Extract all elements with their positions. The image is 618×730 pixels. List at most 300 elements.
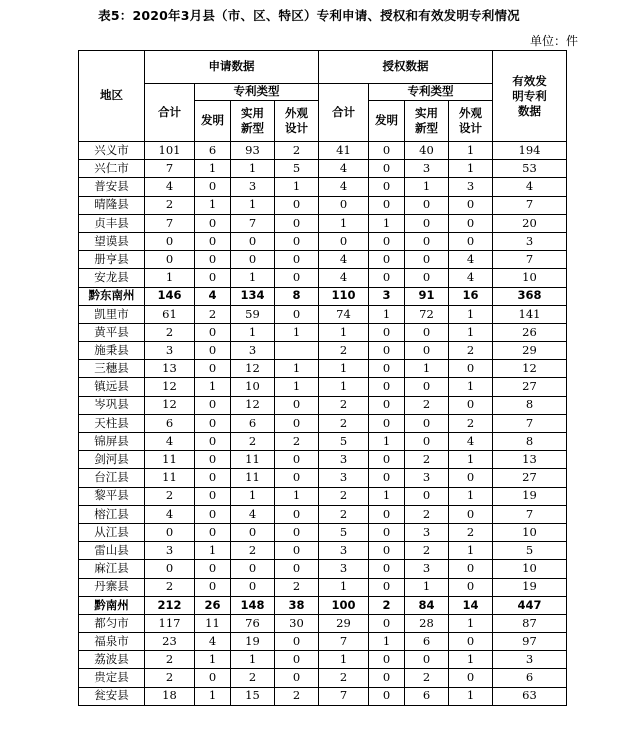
application-design-cell: 0 xyxy=(275,542,319,560)
grant-utility-cell: 0 xyxy=(405,378,449,396)
application-design-cell: 30 xyxy=(275,614,319,632)
application-design-cell: 0 xyxy=(275,305,319,323)
application-invention-cell: 0 xyxy=(195,251,231,269)
application-total-cell: 12 xyxy=(145,378,195,396)
grant-design-cell: 14 xyxy=(449,596,493,614)
region-cell: 福泉市 xyxy=(79,633,145,651)
valid-invention-cell: 7 xyxy=(493,414,567,432)
table-row xyxy=(79,378,567,396)
application-utility-cell: 12 xyxy=(231,396,275,414)
table-body xyxy=(79,142,567,706)
application-design-cell: 2 xyxy=(275,433,319,451)
region-cell: 瓮安县 xyxy=(79,687,145,705)
application-design-header: 外观设计 xyxy=(275,101,319,142)
grant-design-cell: 1 xyxy=(449,542,493,560)
region-cell: 施秉县 xyxy=(79,342,145,360)
grant-design-cell: 1 xyxy=(449,305,493,323)
grant-invention-cell: 0 xyxy=(369,396,405,414)
application-total-cell: 7 xyxy=(145,214,195,232)
application-invention-header: 发明 xyxy=(195,101,231,142)
application-total-cell: 212 xyxy=(145,596,195,614)
table-row xyxy=(79,214,567,232)
grant-invention-cell: 1 xyxy=(369,305,405,323)
region-cell: 麻江县 xyxy=(79,560,145,578)
application-design-cell: 0 xyxy=(275,269,319,287)
grant-design-cell: 4 xyxy=(449,251,493,269)
region-cell: 贞丰县 xyxy=(79,214,145,232)
region-cell: 镇远县 xyxy=(79,378,145,396)
region-cell: 晴隆县 xyxy=(79,196,145,214)
grant-utility-cell: 0 xyxy=(405,414,449,432)
application-design-cell: 0 xyxy=(275,196,319,214)
grant-utility-cell: 0 xyxy=(405,269,449,287)
grant-invention-cell: 0 xyxy=(369,160,405,178)
application-utility-cell: 2 xyxy=(231,669,275,687)
region-cell: 黔东南州 xyxy=(79,287,145,305)
application-utility-cell: 15 xyxy=(231,687,275,705)
valid-invention-cell: 7 xyxy=(493,251,567,269)
application-invention-cell: 0 xyxy=(195,360,231,378)
application-utility-cell: 3 xyxy=(231,178,275,196)
table-row xyxy=(79,542,567,560)
application-invention-cell: 0 xyxy=(195,487,231,505)
application-total-cell: 1 xyxy=(145,269,195,287)
grant-utility-cell: 0 xyxy=(405,214,449,232)
application-invention-cell: 0 xyxy=(195,323,231,341)
grant-invention-cell: 0 xyxy=(369,469,405,487)
valid-invention-cell: 19 xyxy=(493,578,567,596)
application-utility-cell: 1 xyxy=(231,269,275,287)
grant-total-cell: 0 xyxy=(319,232,369,250)
grant-design-cell: 0 xyxy=(449,469,493,487)
grant-invention-cell: 0 xyxy=(369,451,405,469)
valid-invention-cell: 368 xyxy=(493,287,567,305)
application-utility-cell: 3 xyxy=(231,342,275,360)
application-design-cell: 0 xyxy=(275,396,319,414)
application-invention-cell: 0 xyxy=(195,414,231,432)
grant-design-cell: 4 xyxy=(449,433,493,451)
grant-type-header: 专利类型 xyxy=(369,84,493,101)
application-invention-cell: 1 xyxy=(195,196,231,214)
grant-design-cell: 1 xyxy=(449,687,493,705)
application-total-header: 合计 xyxy=(145,84,195,142)
application-invention-cell: 0 xyxy=(195,578,231,596)
valid-invention-cell: 4 xyxy=(493,178,567,196)
application-invention-cell: 0 xyxy=(195,505,231,523)
grant-invention-cell: 0 xyxy=(369,687,405,705)
grant-invention-cell: 0 xyxy=(369,523,405,541)
table-row xyxy=(79,523,567,541)
valid-invention-cell: 8 xyxy=(493,396,567,414)
grant-design-cell: 0 xyxy=(449,360,493,378)
valid-invention-cell: 10 xyxy=(493,560,567,578)
application-design-cell: 0 xyxy=(275,560,319,578)
region-cell: 剑河县 xyxy=(79,451,145,469)
application-design-cell: 8 xyxy=(275,287,319,305)
valid-invention-cell: 194 xyxy=(493,142,567,160)
application-utility-cell: 0 xyxy=(231,578,275,596)
application-total-cell: 0 xyxy=(145,251,195,269)
grant-total-cell: 2 xyxy=(319,396,369,414)
grant-invention-header: 发明 xyxy=(369,101,405,142)
table-row xyxy=(79,160,567,178)
application-invention-cell: 0 xyxy=(195,560,231,578)
application-total-cell: 12 xyxy=(145,396,195,414)
table-row xyxy=(79,451,567,469)
application-total-cell: 6 xyxy=(145,414,195,432)
grant-invention-cell: 1 xyxy=(369,214,405,232)
region-cell: 天柱县 xyxy=(79,414,145,432)
grant-utility-cell: 0 xyxy=(405,323,449,341)
table-row xyxy=(79,269,567,287)
grant-invention-cell: 0 xyxy=(369,505,405,523)
valid-invention-cell: 8 xyxy=(493,433,567,451)
application-total-cell: 2 xyxy=(145,196,195,214)
valid-invention-cell: 10 xyxy=(493,269,567,287)
application-utility-cell: 12 xyxy=(231,360,275,378)
table-row xyxy=(79,669,567,687)
application-utility-cell: 2 xyxy=(231,542,275,560)
application-invention-cell: 0 xyxy=(195,342,231,360)
application-utility-cell: 134 xyxy=(231,287,275,305)
table-row xyxy=(79,305,567,323)
table-row xyxy=(79,433,567,451)
grant-total-cell: 5 xyxy=(319,523,369,541)
grant-invention-cell: 0 xyxy=(369,323,405,341)
application-utility-cell: 11 xyxy=(231,469,275,487)
application-total-cell: 3 xyxy=(145,542,195,560)
application-design-cell: 1 xyxy=(275,323,319,341)
grant-utility-cell: 6 xyxy=(405,633,449,651)
grant-invention-cell: 1 xyxy=(369,433,405,451)
grant-design-cell: 1 xyxy=(449,487,493,505)
grant-design-cell: 1 xyxy=(449,160,493,178)
grant-invention-cell: 0 xyxy=(369,651,405,669)
valid-invention-cell: 53 xyxy=(493,160,567,178)
application-design-cell: 1 xyxy=(275,178,319,196)
grant-invention-cell: 0 xyxy=(369,342,405,360)
application-design-cell: 2 xyxy=(275,687,319,705)
grant-total-cell: 4 xyxy=(319,160,369,178)
grant-invention-cell: 1 xyxy=(369,633,405,651)
grant-utility-cell: 6 xyxy=(405,687,449,705)
grant-total-cell: 2 xyxy=(319,669,369,687)
application-invention-cell: 0 xyxy=(195,469,231,487)
region-cell: 普安县 xyxy=(79,178,145,196)
application-invention-cell: 0 xyxy=(195,214,231,232)
region-cell: 锦屏县 xyxy=(79,433,145,451)
grant-utility-cell: 2 xyxy=(405,451,449,469)
application-total-cell: 11 xyxy=(145,451,195,469)
application-invention-cell: 11 xyxy=(195,614,231,632)
region-cell: 岑巩县 xyxy=(79,396,145,414)
application-utility-cell: 1 xyxy=(231,196,275,214)
application-design-cell: 1 xyxy=(275,378,319,396)
application-total-cell: 0 xyxy=(145,560,195,578)
application-total-cell: 4 xyxy=(145,505,195,523)
application-utility-cell: 0 xyxy=(231,232,275,250)
table-row xyxy=(79,487,567,505)
application-utility-cell: 1 xyxy=(231,323,275,341)
subtotal-row xyxy=(79,596,567,614)
application-invention-cell: 1 xyxy=(195,160,231,178)
grant-design-cell: 0 xyxy=(449,505,493,523)
region-cell: 贵定县 xyxy=(79,669,145,687)
grant-utility-cell: 84 xyxy=(405,596,449,614)
application-total-cell: 18 xyxy=(145,687,195,705)
application-utility-cell: 0 xyxy=(231,251,275,269)
grant-utility-cell: 1 xyxy=(405,578,449,596)
grant-total-cell: 2 xyxy=(319,505,369,523)
grant-invention-cell: 0 xyxy=(369,232,405,250)
valid-invention-cell: 29 xyxy=(493,342,567,360)
grant-utility-cell: 0 xyxy=(405,487,449,505)
valid-invention-cell: 10 xyxy=(493,523,567,541)
grant-design-cell: 0 xyxy=(449,560,493,578)
grant-total-cell: 1 xyxy=(319,578,369,596)
application-total-cell: 2 xyxy=(145,487,195,505)
grant-total-cell: 3 xyxy=(319,469,369,487)
application-design-cell: 0 xyxy=(275,651,319,669)
application-utility-header: 实用新型 xyxy=(231,101,275,142)
grant-total-cell: 2 xyxy=(319,487,369,505)
subtotal-row xyxy=(79,287,567,305)
valid-invention-cell: 447 xyxy=(493,596,567,614)
application-utility-cell: 2 xyxy=(231,433,275,451)
unit-label: 单位：件 xyxy=(529,34,578,48)
region-cell: 丹寨县 xyxy=(79,578,145,596)
application-design-cell: 38 xyxy=(275,596,319,614)
grant-utility-cell: 91 xyxy=(405,287,449,305)
grant-utility-cell: 3 xyxy=(405,560,449,578)
region-cell: 从江县 xyxy=(79,523,145,541)
application-total-cell: 3 xyxy=(145,342,195,360)
grant-total-cell: 100 xyxy=(319,596,369,614)
grant-total-cell: 29 xyxy=(319,614,369,632)
application-invention-cell: 4 xyxy=(195,633,231,651)
grant-invention-cell: 0 xyxy=(369,542,405,560)
application-design-cell: 0 xyxy=(275,633,319,651)
grant-design-cell: 1 xyxy=(449,451,493,469)
grant-design-header: 外观设计 xyxy=(449,101,493,142)
grant-total-header: 合计 xyxy=(319,84,369,142)
application-header: 申请数据 xyxy=(145,51,319,84)
grant-design-cell: 2 xyxy=(449,414,493,432)
application-utility-cell: 1 xyxy=(231,651,275,669)
table-row xyxy=(79,396,567,414)
application-utility-cell: 1 xyxy=(231,487,275,505)
grant-header: 授权数据 xyxy=(319,51,493,84)
application-utility-cell: 148 xyxy=(231,596,275,614)
valid-invention-cell: 6 xyxy=(493,669,567,687)
region-cell: 黎平县 xyxy=(79,487,145,505)
grant-design-cell: 0 xyxy=(449,578,493,596)
application-invention-cell: 26 xyxy=(195,596,231,614)
application-invention-cell: 1 xyxy=(195,687,231,705)
application-design-cell: 2 xyxy=(275,578,319,596)
application-design-cell xyxy=(275,342,319,360)
table-row xyxy=(79,142,567,160)
grant-invention-cell: 0 xyxy=(369,560,405,578)
grant-utility-cell: 40 xyxy=(405,142,449,160)
application-total-cell: 4 xyxy=(145,433,195,451)
grant-utility-cell: 0 xyxy=(405,651,449,669)
region-cell: 安龙县 xyxy=(79,269,145,287)
region-cell: 三穗县 xyxy=(79,360,145,378)
region-cell: 黄平县 xyxy=(79,323,145,341)
application-utility-cell: 19 xyxy=(231,633,275,651)
application-type-header: 专利类型 xyxy=(195,84,319,101)
application-invention-cell: 0 xyxy=(195,178,231,196)
grant-invention-cell: 0 xyxy=(369,269,405,287)
grant-utility-cell: 3 xyxy=(405,469,449,487)
grant-design-cell: 2 xyxy=(449,342,493,360)
grant-utility-cell: 0 xyxy=(405,251,449,269)
grant-total-cell: 3 xyxy=(319,451,369,469)
grant-design-cell: 1 xyxy=(449,323,493,341)
valid-invention-cell: 12 xyxy=(493,360,567,378)
application-utility-cell: 4 xyxy=(231,505,275,523)
region-cell: 台江县 xyxy=(79,469,145,487)
application-utility-cell: 0 xyxy=(231,560,275,578)
table-row xyxy=(79,505,567,523)
application-invention-cell: 1 xyxy=(195,651,231,669)
table-title: 表5：2020年3月县（市、区、特区）专利申请、授权和有效发明专利情况 xyxy=(98,8,520,23)
application-utility-cell: 76 xyxy=(231,614,275,632)
grant-design-cell: 4 xyxy=(449,269,493,287)
table-row xyxy=(79,633,567,651)
table-row xyxy=(79,196,567,214)
region-cell: 凯里市 xyxy=(79,305,145,323)
application-utility-cell: 10 xyxy=(231,378,275,396)
grant-utility-cell: 2 xyxy=(405,396,449,414)
grant-utility-cell: 1 xyxy=(405,178,449,196)
region-cell: 雷山县 xyxy=(79,542,145,560)
valid-invention-cell: 87 xyxy=(493,614,567,632)
grant-invention-cell: 0 xyxy=(369,614,405,632)
region-cell: 册亨县 xyxy=(79,251,145,269)
application-total-cell: 11 xyxy=(145,469,195,487)
application-total-cell: 146 xyxy=(145,287,195,305)
grant-utility-cell: 2 xyxy=(405,669,449,687)
region-cell: 榕江县 xyxy=(79,505,145,523)
valid-invention-cell: 19 xyxy=(493,487,567,505)
grant-invention-cell: 0 xyxy=(369,669,405,687)
grant-design-cell: 3 xyxy=(449,178,493,196)
grant-utility-cell: 72 xyxy=(405,305,449,323)
application-utility-cell: 0 xyxy=(231,523,275,541)
grant-design-cell: 1 xyxy=(449,614,493,632)
grant-total-cell: 7 xyxy=(319,687,369,705)
valid-invention-cell: 7 xyxy=(493,196,567,214)
grant-total-cell: 3 xyxy=(319,542,369,560)
grant-total-cell: 2 xyxy=(319,414,369,432)
region-cell: 荔波县 xyxy=(79,651,145,669)
application-invention-cell: 1 xyxy=(195,542,231,560)
application-invention-cell: 0 xyxy=(195,523,231,541)
valid-invention-cell: 97 xyxy=(493,633,567,651)
grant-total-cell: 4 xyxy=(319,178,369,196)
application-total-cell: 0 xyxy=(145,523,195,541)
application-utility-cell: 1 xyxy=(231,160,275,178)
region-cell: 兴义市 xyxy=(79,142,145,160)
application-total-cell: 2 xyxy=(145,578,195,596)
grant-design-cell: 0 xyxy=(449,232,493,250)
grant-design-cell: 0 xyxy=(449,214,493,232)
application-design-cell: 0 xyxy=(275,232,319,250)
grant-design-cell: 2 xyxy=(449,523,493,541)
application-utility-cell: 11 xyxy=(231,451,275,469)
application-invention-cell: 0 xyxy=(195,396,231,414)
grant-design-cell: 1 xyxy=(449,142,493,160)
application-design-cell: 0 xyxy=(275,469,319,487)
valid-invention-cell: 5 xyxy=(493,542,567,560)
application-invention-cell: 6 xyxy=(195,142,231,160)
region-cell: 黔南州 xyxy=(79,596,145,614)
valid-invention-cell: 13 xyxy=(493,451,567,469)
application-design-cell: 0 xyxy=(275,414,319,432)
table-row xyxy=(79,360,567,378)
application-design-cell: 0 xyxy=(275,251,319,269)
application-invention-cell: 0 xyxy=(195,669,231,687)
application-total-cell: 117 xyxy=(145,614,195,632)
grant-invention-cell: 0 xyxy=(369,142,405,160)
application-design-cell: 0 xyxy=(275,523,319,541)
grant-utility-cell: 28 xyxy=(405,614,449,632)
grant-total-cell: 1 xyxy=(319,360,369,378)
application-design-cell: 2 xyxy=(275,142,319,160)
application-design-cell: 1 xyxy=(275,487,319,505)
grant-invention-cell: 0 xyxy=(369,360,405,378)
grant-utility-cell: 0 xyxy=(405,232,449,250)
grant-invention-cell: 2 xyxy=(369,596,405,614)
grant-utility-cell: 0 xyxy=(405,433,449,451)
application-total-cell: 2 xyxy=(145,669,195,687)
table-row xyxy=(79,232,567,250)
grant-invention-cell: 1 xyxy=(369,487,405,505)
region-cell: 都匀市 xyxy=(79,614,145,632)
grant-design-cell: 0 xyxy=(449,633,493,651)
grant-invention-cell: 3 xyxy=(369,287,405,305)
grant-utility-cell: 0 xyxy=(405,196,449,214)
valid-invention-header: 有效发明专利数据 xyxy=(493,51,567,142)
valid-invention-cell: 27 xyxy=(493,469,567,487)
grant-total-cell: 1 xyxy=(319,323,369,341)
grant-total-cell: 2 xyxy=(319,342,369,360)
table-row xyxy=(79,578,567,596)
valid-invention-cell: 20 xyxy=(493,214,567,232)
application-total-cell: 4 xyxy=(145,178,195,196)
table-row xyxy=(79,469,567,487)
grant-total-cell: 74 xyxy=(319,305,369,323)
application-total-cell: 23 xyxy=(145,633,195,651)
valid-invention-cell: 141 xyxy=(493,305,567,323)
application-design-cell: 5 xyxy=(275,160,319,178)
grant-design-cell: 16 xyxy=(449,287,493,305)
grant-total-cell: 3 xyxy=(319,560,369,578)
grant-total-cell: 7 xyxy=(319,633,369,651)
grant-total-cell: 1 xyxy=(319,651,369,669)
application-total-cell: 0 xyxy=(145,232,195,250)
grant-utility-cell: 2 xyxy=(405,505,449,523)
application-design-cell: 0 xyxy=(275,505,319,523)
grant-design-cell: 0 xyxy=(449,396,493,414)
application-invention-cell: 2 xyxy=(195,305,231,323)
application-invention-cell: 0 xyxy=(195,433,231,451)
application-design-cell: 0 xyxy=(275,669,319,687)
table-row xyxy=(79,178,567,196)
application-total-cell: 2 xyxy=(145,323,195,341)
